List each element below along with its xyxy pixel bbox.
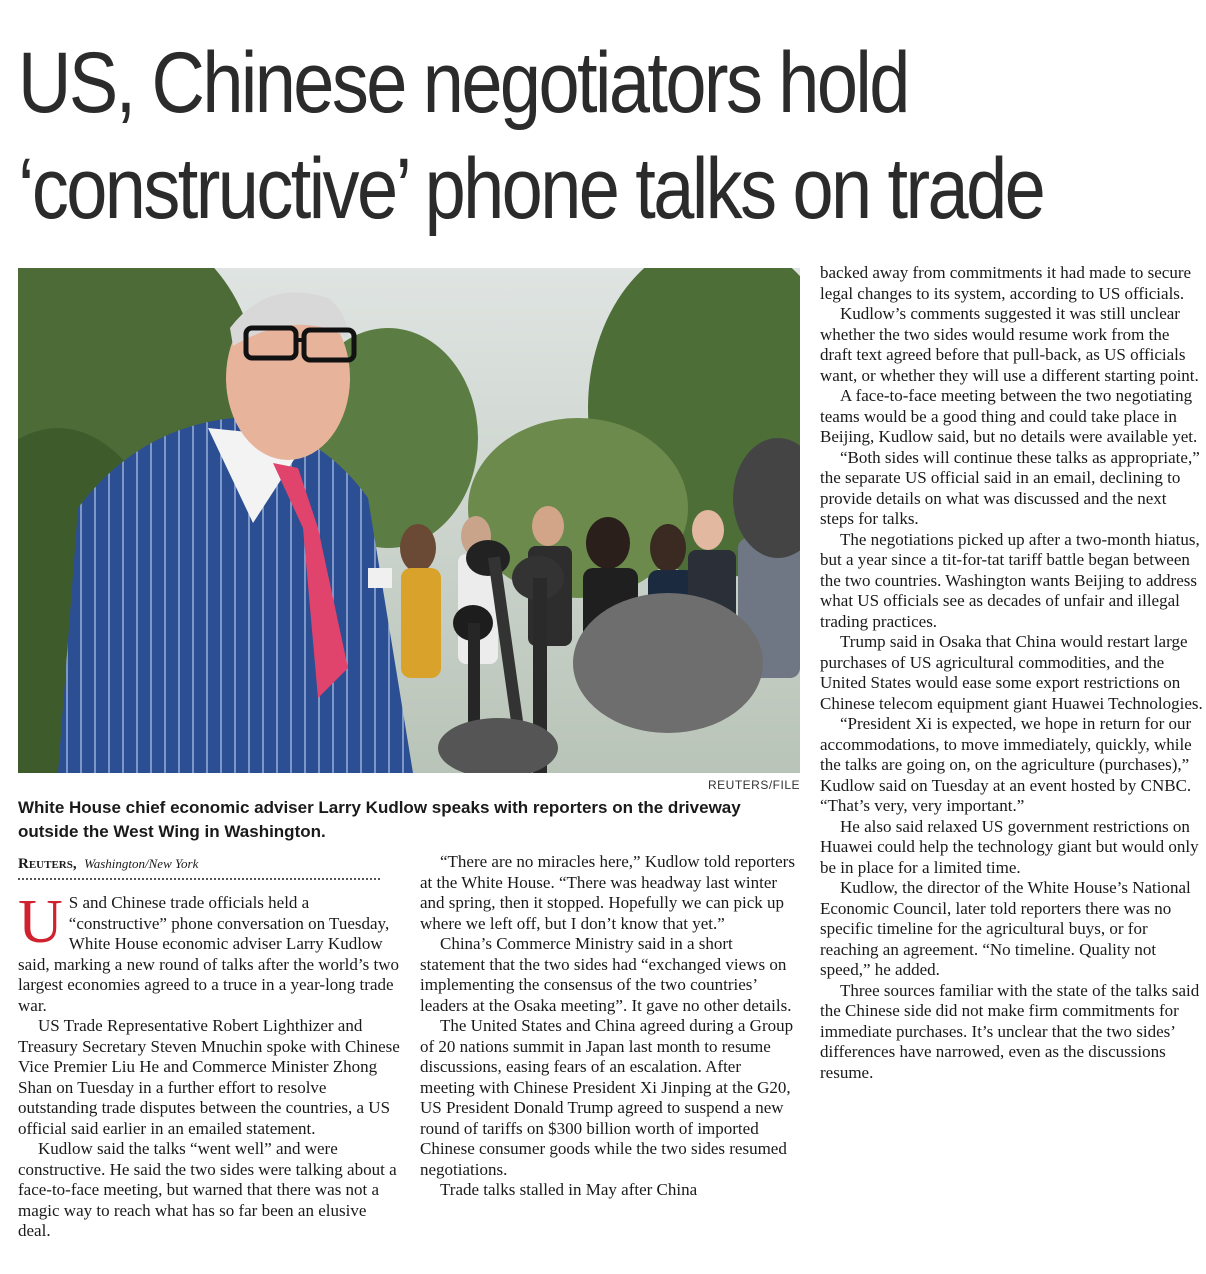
byline-agency: Reuters,	[18, 856, 77, 872]
byline-dateline: Washington/New York	[84, 856, 199, 871]
photo-caption: White House chief economic adviser Larry Kudlow speaks with reporters on the driveway outside the West Wing in Washington.	[18, 798, 741, 841]
article-paragraph: Trade talks stalled in May after China	[440, 1180, 698, 1199]
article-paragraph: The United States and China agreed during a Group of 20 nations summit in Japan last month to resume discussions, easing fears of an escalation. After meeting with Chinese President Xi Jinping at the G20, US President Donald Trump agreed to suspend a new round of tariffs on $300 billion worth of imported Chinese consumer goods while the two sides resumed negotiations.	[420, 1016, 794, 1179]
article-paragraph: “Both sides will continue these talks as appropriate,” the separate US official said in an email, declining to provide details on what was discussed and the next steps for talks.	[820, 447, 1200, 528]
article-paragraph: Kudlow’s comments suggested it was still unclear whether the two sides would resume work from the draft text agreed before that pull-back, as US officials want, or whether they will use a different starting point.	[820, 304, 1199, 385]
photo-illustration	[18, 268, 800, 773]
headline-line-2: ‘constructive’ phone talks on trade	[18, 141, 1044, 237]
headline	[18, 30, 1044, 242]
article-paragraph: “There are no miracles here,” Kudlow told reporters at the White House. “There was headway last winter and spring, then it stopped. Hopefully we can pick up where we left off, but I don’t know that yet.”	[420, 852, 795, 933]
news-photo	[18, 268, 800, 773]
headline-line-1: US, Chinese negotiators hold	[18, 35, 908, 131]
article-paragraph: China’s Commerce Ministry said in a short statement that the two sides had “exchanged views on implementing the consensus of the two countries’ leaders at the Osaka meeting”. It gave no other details.	[420, 934, 792, 1015]
article-paragraph: Trump said in Osaka that China would restart large purchases of US agricultural commodities, and the United States would ease some export restrictions on Chinese telecom equipment giant Huawei Technologies.	[820, 632, 1203, 713]
drop-cap: U	[18, 888, 63, 956]
article-column-1	[18, 888, 400, 1242]
photo-credit: REUTERS/FILE	[707, 778, 800, 792]
article-paragraph: Three sources familiar with the state of the talks said the Chinese side did not make firm commitments for immediate purchases. It’s unclear that the two sides’ differences have narrowed, even as the discussions resume.	[820, 980, 1200, 1082]
article-column-3	[820, 263, 1204, 1083]
article-paragraph: He also said relaxed US government restrictions on Huawei could help the technology giant but would only be in place for a limited time.	[820, 816, 1199, 877]
byline	[18, 856, 398, 873]
article-paragraph: The negotiations picked up after a two-month hiatus, but a year since a tit-for-tat tariff battle began between the two countries. Washington wants Beijing to address what US officials see as decades of unfair and illegal trading practices.	[820, 529, 1200, 631]
article-paragraph: US Trade Representative Robert Lighthizer and Treasury Secretary Steven Mnuchin spoke with Chinese Vice Premier Liu He and Commerce Minister Zhong Shan on Tuesday in a further effort to resolve outstanding trade disputes between the countries, a US official said earlier in an emailed statement.	[18, 1016, 400, 1138]
article-paragraph	[18, 888, 400, 1016]
article-paragraph: “President Xi is expected, we hope in return for our accommodations, to move immediately, quickly, while the talks are going on, on the agriculture (purchases),” Kudlow said on Tuesday at an event hosted by CNBC. “That’s very, very important.”	[820, 714, 1192, 815]
byline-divider	[18, 878, 380, 880]
article-column-2	[420, 852, 800, 1201]
article-paragraph: backed away from commitments it had made to secure legal changes to its system, according to US officials.	[820, 263, 1192, 303]
article-paragraph: Kudlow said the talks “went well” and were constructive. He said the two sides were talking about a face-to-face meeting, but warned that there was not a magic way to reach what has so far been an elusive deal.	[18, 1139, 397, 1240]
article-paragraph: A face-to-face meeting between the two negotiating teams would be a good thing and could take place in Beijing, Kudlow said, but no details were available yet.	[820, 386, 1198, 446]
paragraph-text: S and Chinese trade officials held a “constructive” phone conversation on Tuesday, White House economic adviser Larry Kudlow said, marking a new round of talks after the world’s two largest economies agreed to a truce in a year-long trade war.	[18, 893, 399, 1015]
article-paragraph: Kudlow, the director of the White House’s National Economic Council, later told reporters there was no specific timeline for the agricultural buys, or for reaching an agreement. “No timeline. Quality not speed,” he added.	[820, 878, 1191, 979]
